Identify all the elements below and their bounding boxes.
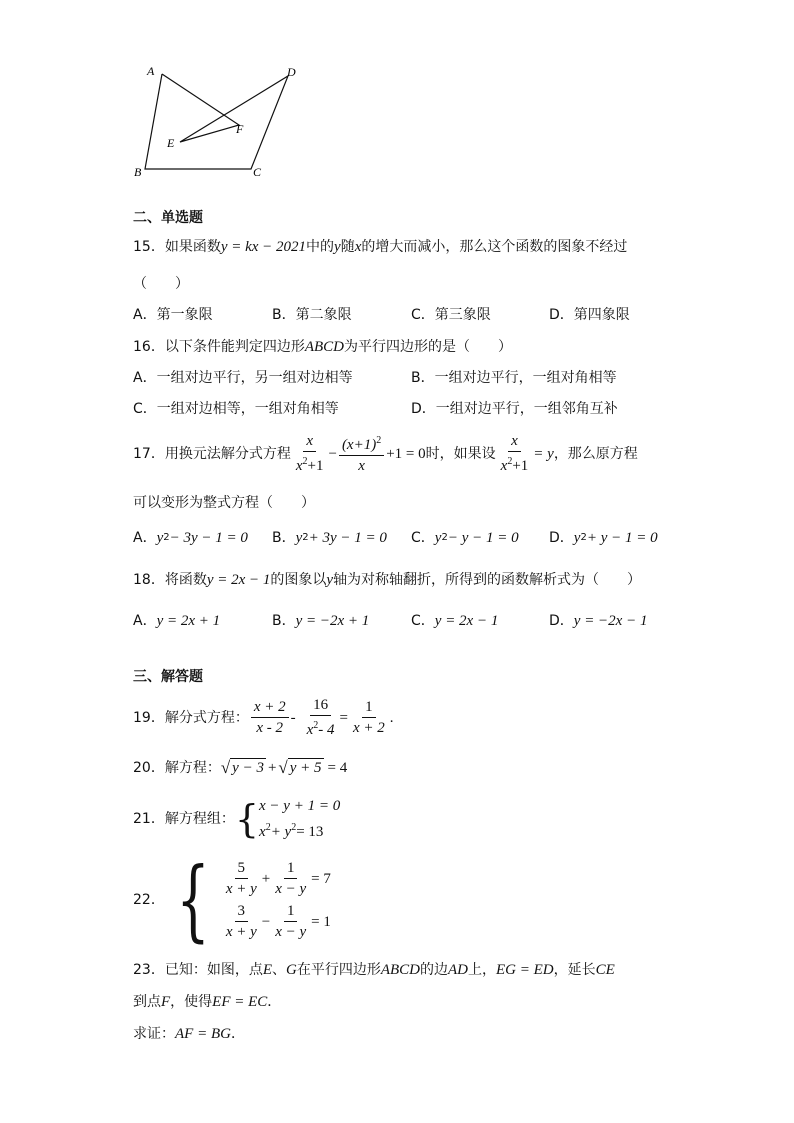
q18-option-b[interactable] [272, 612, 369, 630]
q21-e2-sup2: 2 [291, 822, 297, 833]
q22-r1-den1: x + y [225, 881, 257, 897]
q18-option-a[interactable] [133, 612, 220, 630]
q20-rest: = 4 [327, 759, 348, 776]
q15-x: x [354, 239, 362, 255]
q17-tail: +1 = 0 [386, 445, 426, 462]
q21-text-1: 解方程组： [164, 811, 235, 827]
q18-opt-d-label: D． [549, 613, 574, 629]
q18-opt-b-label: B． [272, 613, 296, 629]
q23-line-2 [133, 993, 281, 1011]
q17-line-2: 可以变形为整式方程（ ） [133, 495, 315, 511]
label-F: F [236, 122, 244, 136]
q20-plus: + [267, 759, 277, 776]
q23-line2-b: ，使得 [170, 994, 213, 1010]
q23-text-2: 在平行四边形 [296, 962, 381, 978]
q17-opt-d-label: D． [549, 530, 574, 546]
q23-sep: 、 [272, 962, 286, 978]
figure-outline [145, 74, 288, 169]
q17-f2-num: (x+1) [341, 437, 377, 453]
q21-e2-x: x [259, 824, 266, 840]
q18-option-d[interactable] [549, 612, 647, 630]
q23-abcd: ABCD [380, 962, 421, 978]
q23-text-3: 的边 [420, 962, 449, 978]
q23-eq3: AF = BG [175, 1026, 231, 1042]
q22-r2-den2: x − y [275, 924, 307, 940]
q17-text-2: 时，如果设 [425, 445, 496, 462]
q23-line2-c: ． [267, 994, 282, 1010]
q23-ad: AD [448, 962, 469, 978]
q23-point-f: F [161, 994, 171, 1010]
q19-f2-den-sup: 2 [313, 720, 319, 731]
q18-text-3: 轴为对称轴翻折，所得到的函数解析式为（ ） [333, 572, 642, 588]
q21-brace: { [234, 797, 260, 841]
label-A: A [147, 64, 155, 78]
q15-text-2: 中的 [306, 239, 335, 255]
q18-number: 18． [133, 572, 165, 588]
q17-opt-a-rest: − 3y − 1 = 0 [169, 530, 248, 546]
q15-option-d[interactable]: D．第四象限 [549, 307, 630, 323]
parallelogram-figure [125, 60, 315, 185]
q23-eq2: EF = EC [212, 994, 268, 1010]
question-20 [133, 758, 347, 777]
question-16 [133, 338, 512, 356]
q16-text-2: 为平行四边形的是（ ） [344, 339, 512, 355]
q17-opt-d-rest: + y − 1 = 0 [586, 530, 658, 546]
q17-fraction-3 [498, 432, 532, 475]
q22-row-2 [221, 902, 331, 941]
q22-r2-rhs: = 1 [311, 913, 331, 930]
q17-f2-den: x [358, 458, 365, 474]
q17-text-3: ，那么原方程 [553, 445, 638, 462]
q17-f3-num: x [511, 433, 518, 449]
q17-opt-c-sup: 2 [441, 532, 448, 543]
label-E: E [167, 136, 175, 150]
q17-f3-den-sup: 2 [507, 456, 513, 467]
q20-radicand-2: y + 5 [289, 760, 322, 776]
section-title-answer: 三、解答题 [133, 669, 203, 685]
q19-f1-num: x + 2 [251, 698, 289, 718]
q22-r2-op: − [261, 913, 271, 930]
q15-y: y [334, 239, 341, 255]
q19-f2-den-rest: - 4 [318, 722, 335, 738]
q19-eq: = [339, 709, 348, 726]
q17-eq-y: = y [533, 445, 554, 462]
q22-r1-rhs: = 7 [311, 870, 331, 887]
q23-number: 23． [133, 962, 165, 978]
q17-f3-den-rest: +1 [512, 458, 529, 474]
q18-opt-c-expr: y = 2x − 1 [434, 613, 499, 629]
q15-text-4: 的增大而减小，那么这个函数的图象不经过 [361, 239, 628, 255]
question-23 [133, 961, 615, 979]
q18-expression: y = 2x − 1 [206, 572, 271, 588]
q18-text-1: 将函数 [164, 572, 207, 588]
q23-text-4: 上， [468, 962, 497, 978]
q17-opt-c-rest: − y − 1 = 0 [447, 530, 519, 546]
q19-f2-den: x [306, 722, 314, 738]
q22-row-1 [221, 859, 331, 898]
question-22 [133, 848, 331, 951]
q19-f1-den: x - 2 [256, 720, 284, 736]
label-D: D [287, 65, 296, 79]
question-17 [133, 432, 638, 475]
q19-fraction-3 [350, 698, 388, 737]
q17-opt-b-sup: 2 [302, 532, 309, 543]
q16-abcd: ABCD [304, 339, 344, 355]
q23-end: ． [230, 1026, 245, 1042]
q17-opt-b-label: B． [272, 530, 296, 546]
q17-f1-num: x [306, 433, 313, 449]
q20-text-1: 解方程： [164, 759, 221, 776]
q18-opt-b-expr: y = −2x + 1 [295, 613, 370, 629]
q23-point-g: G [286, 962, 297, 978]
q23-eq1: EG = ED [496, 962, 554, 978]
q17-opt-a-y: y [156, 530, 164, 546]
q16-text-1: 以下条件能判定四边形 [164, 339, 305, 355]
q17-option-d[interactable] [549, 529, 658, 547]
q20-number: 20． [133, 759, 165, 776]
q17-opt-d-sup: 2 [580, 532, 587, 543]
q20-sqrt-1: √ [220, 757, 231, 777]
q22-number: 22． [133, 892, 165, 908]
q19-text-1: 解分式方程： [164, 709, 249, 726]
q18-option-c[interactable] [411, 612, 498, 630]
q17-f2-num-sup: 2 [376, 435, 382, 446]
q19-minus: - [290, 709, 296, 726]
question-19 [133, 696, 394, 739]
section-title-single-choice: 二、单选题 [133, 210, 203, 226]
q21-e2-sup1: 2 [265, 822, 271, 833]
q17-opt-b-rest: + 3y − 1 = 0 [308, 530, 387, 546]
q23-text-1: 已知：如图，点 [164, 962, 263, 978]
label-C: C [253, 165, 262, 179]
q17-f1-den: x [295, 458, 303, 474]
q18-y: y [326, 572, 334, 588]
q16-option-c[interactable]: C．一组对边相等，一组对角相等 [133, 401, 339, 417]
q19-fraction-2 [304, 696, 338, 739]
q16-option-a[interactable]: A．一组对边平行，另一组对边相等 [133, 370, 353, 386]
q17-f1-den-sup: 2 [302, 456, 308, 467]
q17-option-b[interactable] [272, 529, 387, 547]
q23-ce: CE [595, 962, 615, 978]
q15-option-a[interactable]: A．第一象限 [133, 307, 213, 323]
q21-number: 21． [133, 811, 165, 827]
q17-f3-den: x [500, 458, 508, 474]
q23-prove [133, 1025, 245, 1043]
q22-r2-den1: x + y [225, 924, 257, 940]
q18-opt-c-label: C． [411, 613, 435, 629]
q23-line2-a: 到点 [133, 994, 161, 1010]
q17-opt-a-label: A． [133, 530, 157, 546]
q22-r1-num1: 5 [235, 859, 249, 879]
q15-expression: y = kx − 2021 [220, 239, 307, 255]
q19-f2-num: 16 [310, 696, 331, 716]
q21-e2-y: + y [270, 824, 292, 840]
q23-prove-label: 求证： [133, 1026, 175, 1042]
q18-text-2: 的图象以 [270, 572, 327, 588]
question-18 [133, 571, 641, 589]
q22-r1-num2: 1 [284, 859, 298, 879]
q19-f3-num: 1 [362, 698, 376, 718]
q22-r1-op: + [261, 870, 271, 887]
q17-fraction-1 [293, 432, 327, 475]
q22-r1-den2: x − y [275, 881, 307, 897]
q18-opt-d-expr: y = −2x − 1 [573, 613, 648, 629]
q16-option-b[interactable]: B．一组对边平行，一组对角相等 [411, 370, 617, 386]
q19-f3-den: x + 2 [353, 720, 385, 736]
q17-option-c[interactable] [411, 529, 519, 547]
q17-f1-den-rest: +1 [307, 458, 324, 474]
q22-r2-num2: 1 [284, 902, 298, 922]
q20-sqrt-2: √ [278, 757, 288, 777]
q19-fraction-1 [251, 698, 289, 737]
q17-opt-a-sup: 2 [163, 532, 170, 543]
q15-option-c[interactable]: C．第三象限 [411, 307, 491, 323]
question-21 [133, 795, 340, 843]
q17-option-a[interactable] [133, 529, 248, 547]
q17-opt-c-y: y [434, 530, 442, 546]
q19-number: 19． [133, 709, 165, 726]
q17-number: 17． [133, 445, 165, 462]
q18-opt-a-label: A． [133, 613, 157, 629]
q21-e2-rhs: = 13 [296, 824, 324, 840]
q15-text-3: 随 [340, 239, 355, 255]
q15-number: 15． [133, 239, 165, 255]
q17-text-1: 用换元法解分式方程 [164, 445, 291, 462]
q22-r2-num1: 3 [235, 902, 249, 922]
q18-opt-a-expr: y = 2x + 1 [156, 613, 221, 629]
q17-opt-c-label: C． [411, 530, 435, 546]
q17-opt-d-y: y [573, 530, 581, 546]
q16-number: 16． [133, 339, 165, 355]
question-15 [133, 238, 627, 256]
q19-end: . [389, 709, 394, 726]
q17-opt-b-y: y [295, 530, 303, 546]
q23-text-5: ，延长 [553, 962, 596, 978]
q17-fraction-2 [339, 432, 384, 475]
q15-answer-paren: （ ） [133, 276, 189, 292]
q17-minus: − [328, 445, 337, 462]
q15-option-b[interactable]: B．第二象限 [272, 307, 352, 323]
q22-brace: { [176, 848, 210, 951]
q16-option-d[interactable]: D．一组对边平行，一组邻角互补 [411, 401, 618, 417]
label-B: B [134, 165, 142, 179]
q21-equation-1: x − y + 1 = 0 [259, 798, 341, 814]
q23-point-e: E [262, 962, 272, 978]
q15-text-1: 如果函数 [164, 239, 221, 255]
q20-radicand-1: y − 3 [232, 760, 264, 776]
